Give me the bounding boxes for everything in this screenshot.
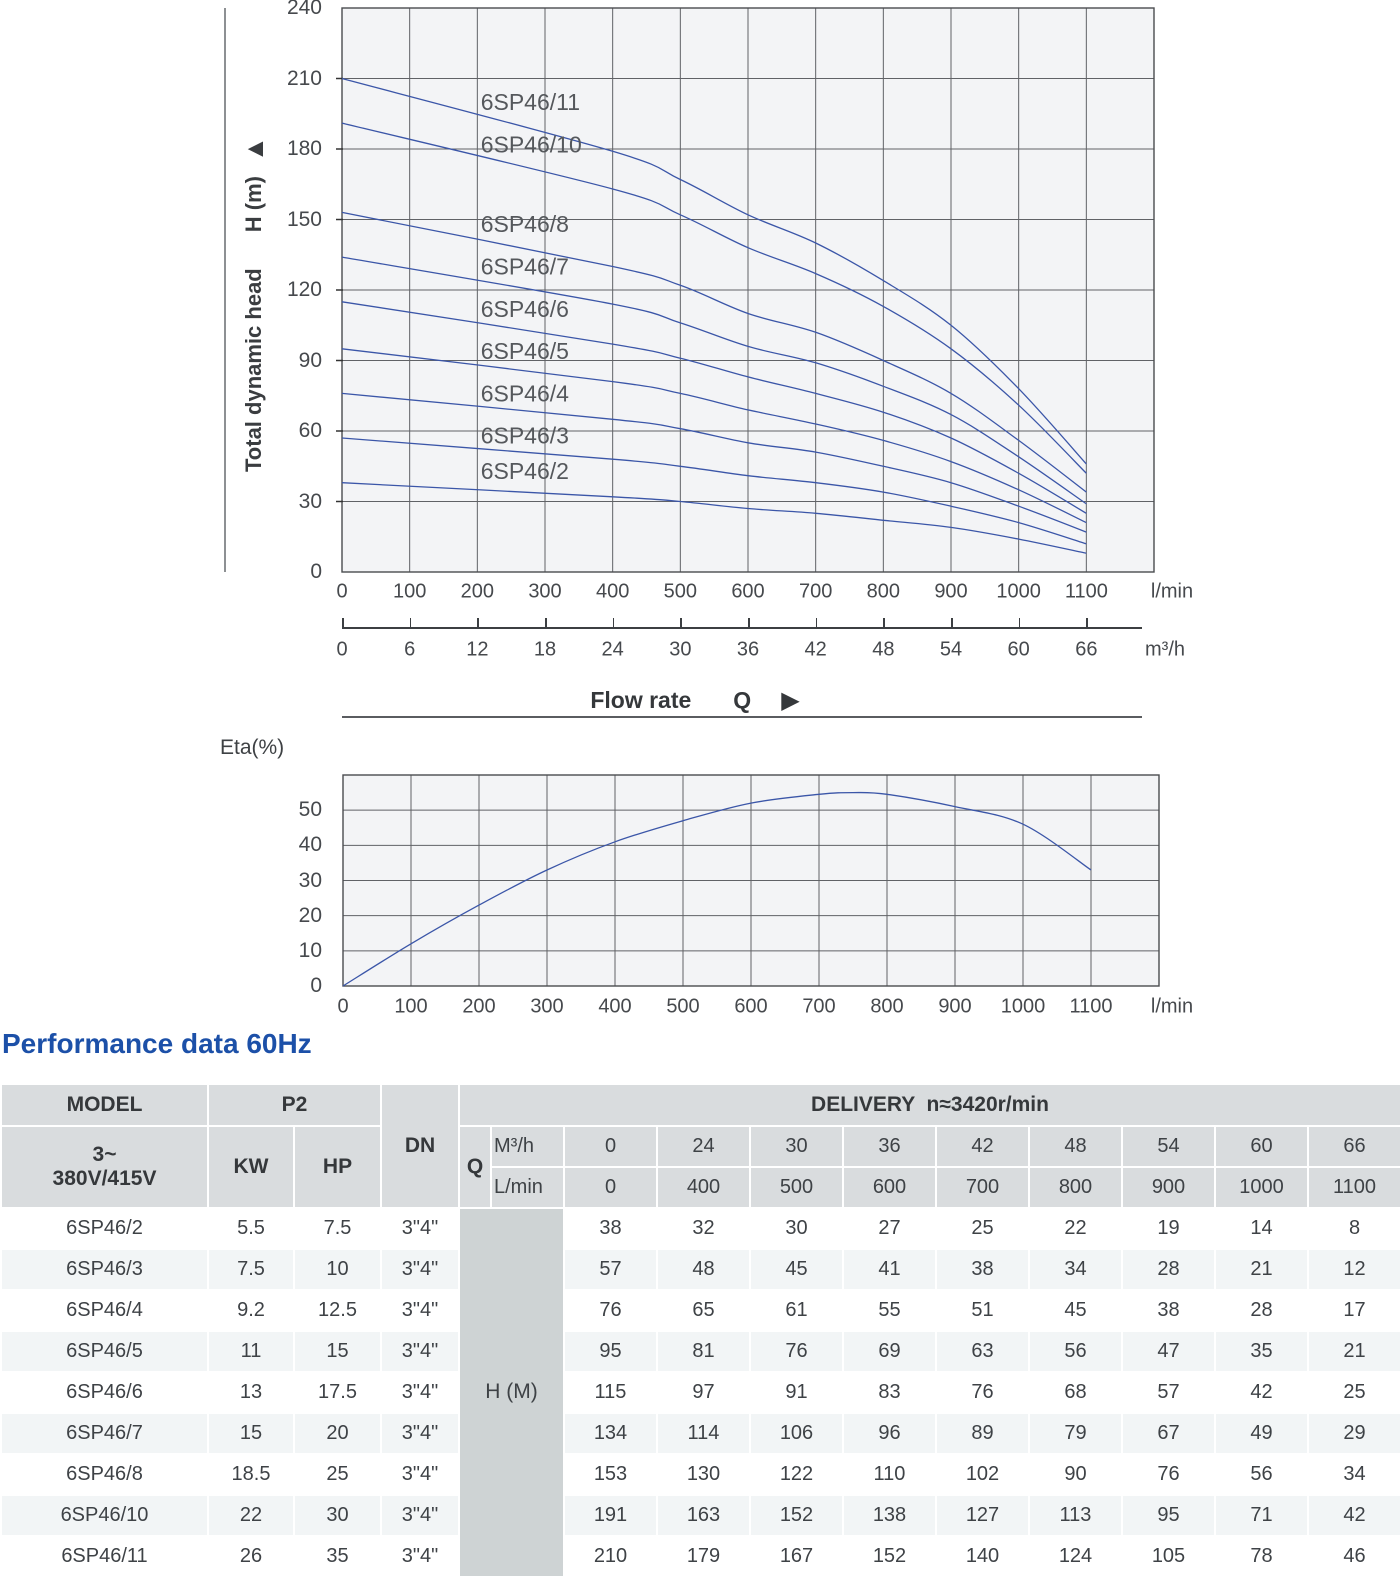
m3h-tick-12	[477, 618, 479, 627]
head-y-tick-210: 210	[286, 66, 322, 90]
head-x-tick-0: 0	[336, 580, 348, 603]
head-value-cell-5: 68	[1029, 1372, 1122, 1413]
head-value-cell-8: 25	[1308, 1372, 1400, 1413]
eta-x-tick-400: 400	[598, 995, 632, 1018]
eta-chart-svg	[343, 775, 1159, 986]
head-chart-svg	[342, 8, 1154, 572]
curve-label-6SP46/10: 6SP46/10	[480, 131, 582, 158]
head-value-cell-8: 46	[1308, 1536, 1400, 1577]
head-y-tick-60: 60	[298, 419, 322, 442]
model-cell: 6SP46/11	[1, 1536, 208, 1577]
head-value-cell-1: 130	[657, 1454, 750, 1495]
head-value-cell-2: 61	[750, 1290, 843, 1331]
head-x-tick-900: 900	[934, 580, 968, 603]
head-y-tick-180: 180	[286, 137, 322, 160]
model-cell: 6SP46/6	[1, 1372, 208, 1413]
col-header-dn: DN	[381, 1084, 459, 1208]
hp-cell: 25	[294, 1454, 381, 1495]
eta-axis-label: Eta(%)	[220, 736, 285, 759]
col-header-kw: KW	[208, 1126, 294, 1208]
dn-cell: 3"4"	[381, 1372, 459, 1413]
head-value-cell-5: 90	[1029, 1454, 1122, 1495]
head-value-cell-1: 48	[657, 1249, 750, 1290]
head-value-cell-7: 42	[1215, 1372, 1308, 1413]
head-x-tick-100: 100	[392, 580, 427, 603]
dn-cell: 3"4"	[381, 1413, 459, 1454]
head-value-cell-0: 153	[564, 1454, 657, 1495]
head-value-cell-3: 69	[843, 1331, 936, 1372]
eta-x-tick-0: 0	[337, 995, 349, 1018]
head-value-cell-8: 17	[1308, 1290, 1400, 1331]
table-row-6SP46/6	[1, 1372, 1400, 1413]
head-value-cell-1: 81	[657, 1331, 750, 1372]
head-y-tick-240: 240	[286, 0, 322, 19]
m3h-tick-24	[613, 618, 615, 627]
head-value-cell-5: 124	[1029, 1536, 1122, 1577]
col-header-q: Q	[459, 1126, 491, 1208]
head-value-cell-4: 127	[936, 1495, 1029, 1536]
head-value-cell-4: 25	[936, 1208, 1029, 1249]
head-x-tick-600: 600	[731, 580, 765, 603]
head-value-cell-4: 38	[936, 1249, 1029, 1290]
table-row-6SP46/10	[1, 1495, 1400, 1536]
eta-y-tick-30: 30	[298, 868, 322, 892]
eta-x-tick-900: 900	[938, 995, 972, 1018]
voltage-line2: 380V/415V	[52, 1167, 157, 1190]
head-value-cell-4: 76	[936, 1372, 1029, 1413]
performance-table	[0, 1083, 1400, 1578]
table-row-6SP46/11	[1, 1536, 1400, 1577]
head-value-cell-4: 51	[936, 1290, 1029, 1331]
head-value-cell-3: 152	[843, 1536, 936, 1577]
hp-cell: 7.5	[294, 1208, 381, 1249]
q-symbol: Q	[733, 687, 752, 713]
delivery-lmin-0: 0	[564, 1167, 657, 1208]
table-row-6SP46/4	[1, 1290, 1400, 1331]
head-value-cell-7: 28	[1215, 1290, 1308, 1331]
m3h-tick-48	[883, 618, 885, 627]
m3h-unit-cell: M³/h	[491, 1126, 564, 1167]
head-value-cell-5: 45	[1029, 1290, 1122, 1331]
head-x-tick-800: 800	[866, 580, 901, 603]
eta-x-tick-800: 800	[870, 995, 904, 1018]
table-row-6SP46/8	[1, 1454, 1400, 1495]
head-value-cell-1: 65	[657, 1290, 750, 1331]
delivery-lmin-7: 1000	[1215, 1167, 1308, 1208]
model-cell: 6SP46/3	[1, 1249, 208, 1290]
head-value-cell-2: 167	[750, 1536, 843, 1577]
head-value-cell-1: 163	[657, 1495, 750, 1536]
head-y-tick-90: 90	[298, 348, 322, 372]
performance-table-body	[1, 1208, 1400, 1577]
kw-cell: 15	[208, 1413, 294, 1454]
hp-cell: 12.5	[294, 1290, 381, 1331]
hp-cell: 15	[294, 1331, 381, 1372]
head-value-cell-0: 38	[564, 1208, 657, 1249]
table-row-6SP46/7	[1, 1413, 1400, 1454]
curve-label-6SP46/7: 6SP46/7	[480, 253, 569, 280]
head-value-cell-0: 57	[564, 1249, 657, 1290]
m3h-label-30: 30	[669, 638, 692, 661]
curve-label-6SP46/2: 6SP46/2	[480, 457, 569, 484]
kw-cell: 18.5	[208, 1454, 294, 1495]
eta-x-tick-700: 700	[802, 995, 836, 1018]
hp-cell: 10	[294, 1249, 381, 1290]
delivery-m3h-7: 60	[1215, 1126, 1308, 1167]
head-value-cell-1: 32	[657, 1208, 750, 1249]
kw-cell: 7.5	[208, 1249, 294, 1290]
curve-label-6SP46/6: 6SP46/6	[480, 295, 569, 322]
page-title: Performance data 60Hz	[2, 1028, 312, 1059]
head-value-cell-3: 138	[843, 1495, 936, 1536]
m3h-label-24: 24	[601, 638, 624, 661]
dn-cell: 3"4"	[381, 1249, 459, 1290]
delivery-m3h-2: 30	[750, 1126, 843, 1167]
delivery-lmin-5: 800	[1029, 1167, 1122, 1208]
m3h-tick-66	[1086, 618, 1088, 627]
h-m-label: H (m)	[241, 176, 266, 233]
eta-x-tick-500: 500	[666, 995, 700, 1018]
head-value-cell-2: 76	[750, 1331, 843, 1372]
eta-x-tick-1100: 1100	[1069, 995, 1113, 1018]
head-value-cell-3: 110	[843, 1454, 936, 1495]
flow-rate-axis-title	[342, 686, 1154, 715]
dn-cell: 3"4"	[381, 1495, 459, 1536]
table-row-6SP46/3	[1, 1249, 1400, 1290]
kw-cell: 22	[208, 1495, 294, 1536]
model-cell: 6SP46/8	[1, 1454, 208, 1495]
head-value-cell-1: 114	[657, 1413, 750, 1454]
head-value-cell-2: 122	[750, 1454, 843, 1495]
head-value-cell-0: 134	[564, 1413, 657, 1454]
model-cell: 6SP46/2	[1, 1208, 208, 1249]
dn-cell: 3"4"	[381, 1208, 459, 1249]
head-value-cell-3: 96	[843, 1413, 936, 1454]
m3h-label-54: 54	[939, 638, 963, 661]
head-value-cell-5: 56	[1029, 1331, 1122, 1372]
eta-y-tick-20: 20	[298, 903, 322, 927]
eta-x-tick-600: 600	[734, 995, 768, 1018]
head-value-cell-7: 35	[1215, 1331, 1308, 1372]
head-value-cell-8: 29	[1308, 1413, 1400, 1454]
eta-y-tick-40: 40	[298, 833, 322, 857]
head-value-cell-3: 27	[843, 1208, 936, 1249]
delivery-m3h-5: 48	[1029, 1126, 1122, 1167]
kw-cell: 11	[208, 1331, 294, 1372]
m3h-label-0: 0	[336, 638, 348, 661]
head-y-tick-120: 120	[286, 278, 322, 301]
head-x-unit-lmin: l/min	[1150, 580, 1194, 603]
delivery-lmin-6: 900	[1122, 1167, 1215, 1208]
head-value-cell-6: 28	[1122, 1249, 1215, 1290]
delivery-m3h-3: 36	[843, 1126, 936, 1167]
head-value-cell-6: 95	[1122, 1495, 1215, 1536]
kw-cell: 5.5	[208, 1208, 294, 1249]
head-value-cell-4: 102	[936, 1454, 1029, 1495]
head-value-cell-2: 45	[750, 1249, 843, 1290]
dn-cell: 3"4"	[381, 1536, 459, 1577]
curve-label-6SP46/8: 6SP46/8	[480, 211, 569, 238]
head-x-tick-1000: 1000	[996, 580, 1041, 603]
eta-y-tick-10: 10	[298, 938, 322, 962]
head-value-cell-4: 140	[936, 1536, 1029, 1577]
delivery-m3h-1: 24	[657, 1126, 750, 1167]
lmin-unit-cell: L/min	[491, 1167, 564, 1208]
kw-cell: 9.2	[208, 1290, 294, 1331]
table-row-6SP46/5	[1, 1331, 1400, 1372]
head-value-cell-0: 210	[564, 1536, 657, 1577]
hp-cell: 35	[294, 1536, 381, 1577]
kw-cell: 13	[208, 1372, 294, 1413]
eta-x-tick-100: 100	[394, 995, 428, 1018]
m3h-tick-6	[410, 618, 412, 627]
hp-cell: 20	[294, 1413, 381, 1454]
curve-label-6SP46/11: 6SP46/11	[480, 89, 581, 115]
head-value-cell-8: 8	[1308, 1208, 1400, 1249]
head-value-cell-7: 56	[1215, 1454, 1308, 1495]
head-value-cell-8: 34	[1308, 1454, 1400, 1495]
m3h-label-36: 36	[736, 638, 760, 661]
head-value-cell-2: 91	[750, 1372, 843, 1413]
head-x-tick-300: 300	[528, 580, 562, 603]
up-arrow-icon: ▲	[238, 136, 269, 163]
delivery-lmin-3: 600	[843, 1167, 936, 1208]
head-y-tick-150: 150	[286, 207, 322, 231]
head-axis-line	[224, 8, 226, 572]
right-arrow-icon: ▶	[781, 687, 800, 714]
flow-rate-underline	[342, 716, 1142, 718]
head-value-cell-6: 67	[1122, 1413, 1215, 1454]
head-value-cell-2: 30	[750, 1208, 843, 1249]
m3h-tick-18	[545, 618, 547, 627]
head-value-cell-8: 42	[1308, 1495, 1400, 1536]
model-cell: 6SP46/7	[1, 1413, 208, 1454]
head-value-cell-5: 34	[1029, 1249, 1122, 1290]
head-value-cell-6: 76	[1122, 1454, 1215, 1495]
m3h-label-18: 18	[533, 638, 557, 661]
col-header-voltage	[1, 1126, 208, 1208]
col-header-hp: HP	[294, 1126, 381, 1208]
head-value-cell-3: 41	[843, 1249, 936, 1290]
hp-cell: 17.5	[294, 1372, 381, 1413]
m3h-axis-line	[342, 627, 1142, 629]
delivery-m3h-8: 66	[1308, 1126, 1400, 1167]
head-x-tick-1100: 1100	[1064, 580, 1108, 603]
delivery-m3h-6: 54	[1122, 1126, 1215, 1167]
head-y-tick-30: 30	[298, 489, 322, 513]
head-value-cell-6: 105	[1122, 1536, 1215, 1577]
eta-y-tick-50: 50	[298, 798, 322, 822]
head-value-cell-0: 115	[564, 1372, 657, 1413]
head-value-cell-8: 12	[1308, 1249, 1400, 1290]
m3h-tick-42	[816, 618, 818, 627]
m3h-tick-60	[1019, 618, 1021, 627]
head-value-cell-7: 71	[1215, 1495, 1308, 1536]
eta-x-unit-lmin: l/min	[1150, 995, 1194, 1018]
m3h-label-66: 66	[1075, 638, 1098, 661]
m3h-label-42: 42	[804, 638, 827, 661]
flow-rate-text: Flow rate	[590, 687, 692, 713]
delivery-lmin-2: 500	[750, 1167, 843, 1208]
head-x-tick-500: 500	[663, 580, 698, 603]
head-value-cell-5: 79	[1029, 1413, 1122, 1454]
delivery-lmin-4: 700	[936, 1167, 1029, 1208]
total-dynamic-head-label: Total dynamic head	[241, 268, 266, 472]
delivery-lmin-1: 400	[657, 1167, 750, 1208]
head-value-cell-2: 152	[750, 1495, 843, 1536]
head-value-cell-2: 106	[750, 1413, 843, 1454]
hp-cell: 30	[294, 1495, 381, 1536]
head-value-cell-1: 97	[657, 1372, 750, 1413]
model-cell: 6SP46/4	[1, 1290, 208, 1331]
curve-label-6SP46/4: 6SP46/4	[480, 380, 569, 407]
m3h-label-6: 6	[404, 638, 416, 661]
delivery-m3h-0: 0	[564, 1126, 657, 1167]
col-header-p2: P2	[208, 1084, 381, 1126]
eta-y-tick-0: 0	[310, 974, 322, 997]
head-value-cell-7: 78	[1215, 1536, 1308, 1577]
dn-cell: 3"4"	[381, 1331, 459, 1372]
m3h-tick-0	[342, 618, 344, 627]
dn-cell: 3"4"	[381, 1290, 459, 1331]
head-value-cell-7: 14	[1215, 1208, 1308, 1249]
m3h-label-48: 48	[872, 638, 895, 661]
head-value-cell-4: 63	[936, 1331, 1029, 1372]
head-value-cell-4: 89	[936, 1413, 1029, 1454]
curve-label-6SP46/5: 6SP46/5	[480, 338, 569, 365]
head-value-cell-3: 55	[843, 1290, 936, 1331]
head-value-cell-6: 19	[1122, 1208, 1215, 1249]
model-cell: 6SP46/10	[1, 1495, 208, 1536]
head-value-cell-6: 47	[1122, 1331, 1215, 1372]
col-header-model: MODEL	[1, 1084, 208, 1126]
head-value-cell-0: 191	[564, 1495, 657, 1536]
hm-merged-cell: H (M)	[459, 1208, 564, 1577]
m3h-tick-54	[951, 618, 953, 627]
m3h-tick-36	[748, 618, 750, 627]
head-value-cell-7: 49	[1215, 1413, 1308, 1454]
delivery-m3h-4: 42	[936, 1126, 1029, 1167]
m3h-tick-30	[680, 618, 682, 627]
head-value-cell-6: 38	[1122, 1290, 1215, 1331]
dn-cell: 3"4"	[381, 1454, 459, 1495]
head-value-cell-0: 76	[564, 1290, 657, 1331]
eta-x-tick-1000: 1000	[1000, 995, 1046, 1018]
head-x-tick-400: 400	[595, 580, 630, 603]
head-x-tick-700: 700	[798, 580, 833, 603]
curve-label-6SP46/3: 6SP46/3	[480, 422, 569, 449]
head-value-cell-5: 22	[1029, 1208, 1122, 1249]
eta-x-tick-200: 200	[462, 995, 496, 1018]
head-value-cell-7: 21	[1215, 1249, 1308, 1290]
head-value-cell-8: 21	[1308, 1331, 1400, 1372]
table-row-6SP46/2	[1, 1208, 1400, 1249]
col-header-delivery: DELIVERY n≈3420r/min	[459, 1084, 1400, 1126]
head-value-cell-6: 57	[1122, 1372, 1215, 1413]
head-y-tick-0: 0	[310, 560, 322, 583]
head-value-cell-3: 83	[843, 1372, 936, 1413]
head-value-cell-0: 95	[564, 1331, 657, 1372]
m3h-label-60: 60	[1007, 638, 1030, 661]
delivery-lmin-8: 1100	[1308, 1167, 1400, 1208]
head-value-cell-1: 179	[657, 1536, 750, 1577]
kw-cell: 26	[208, 1536, 294, 1577]
head-value-cell-5: 113	[1029, 1495, 1122, 1536]
eta-x-tick-300: 300	[530, 995, 564, 1018]
m3h-label-12: 12	[466, 638, 489, 661]
voltage-line1: 3~	[92, 1142, 117, 1166]
head-x-tick-200: 200	[460, 580, 495, 603]
model-cell: 6SP46/5	[1, 1331, 208, 1372]
m3h-unit-label: m³/h	[1145, 638, 1185, 661]
